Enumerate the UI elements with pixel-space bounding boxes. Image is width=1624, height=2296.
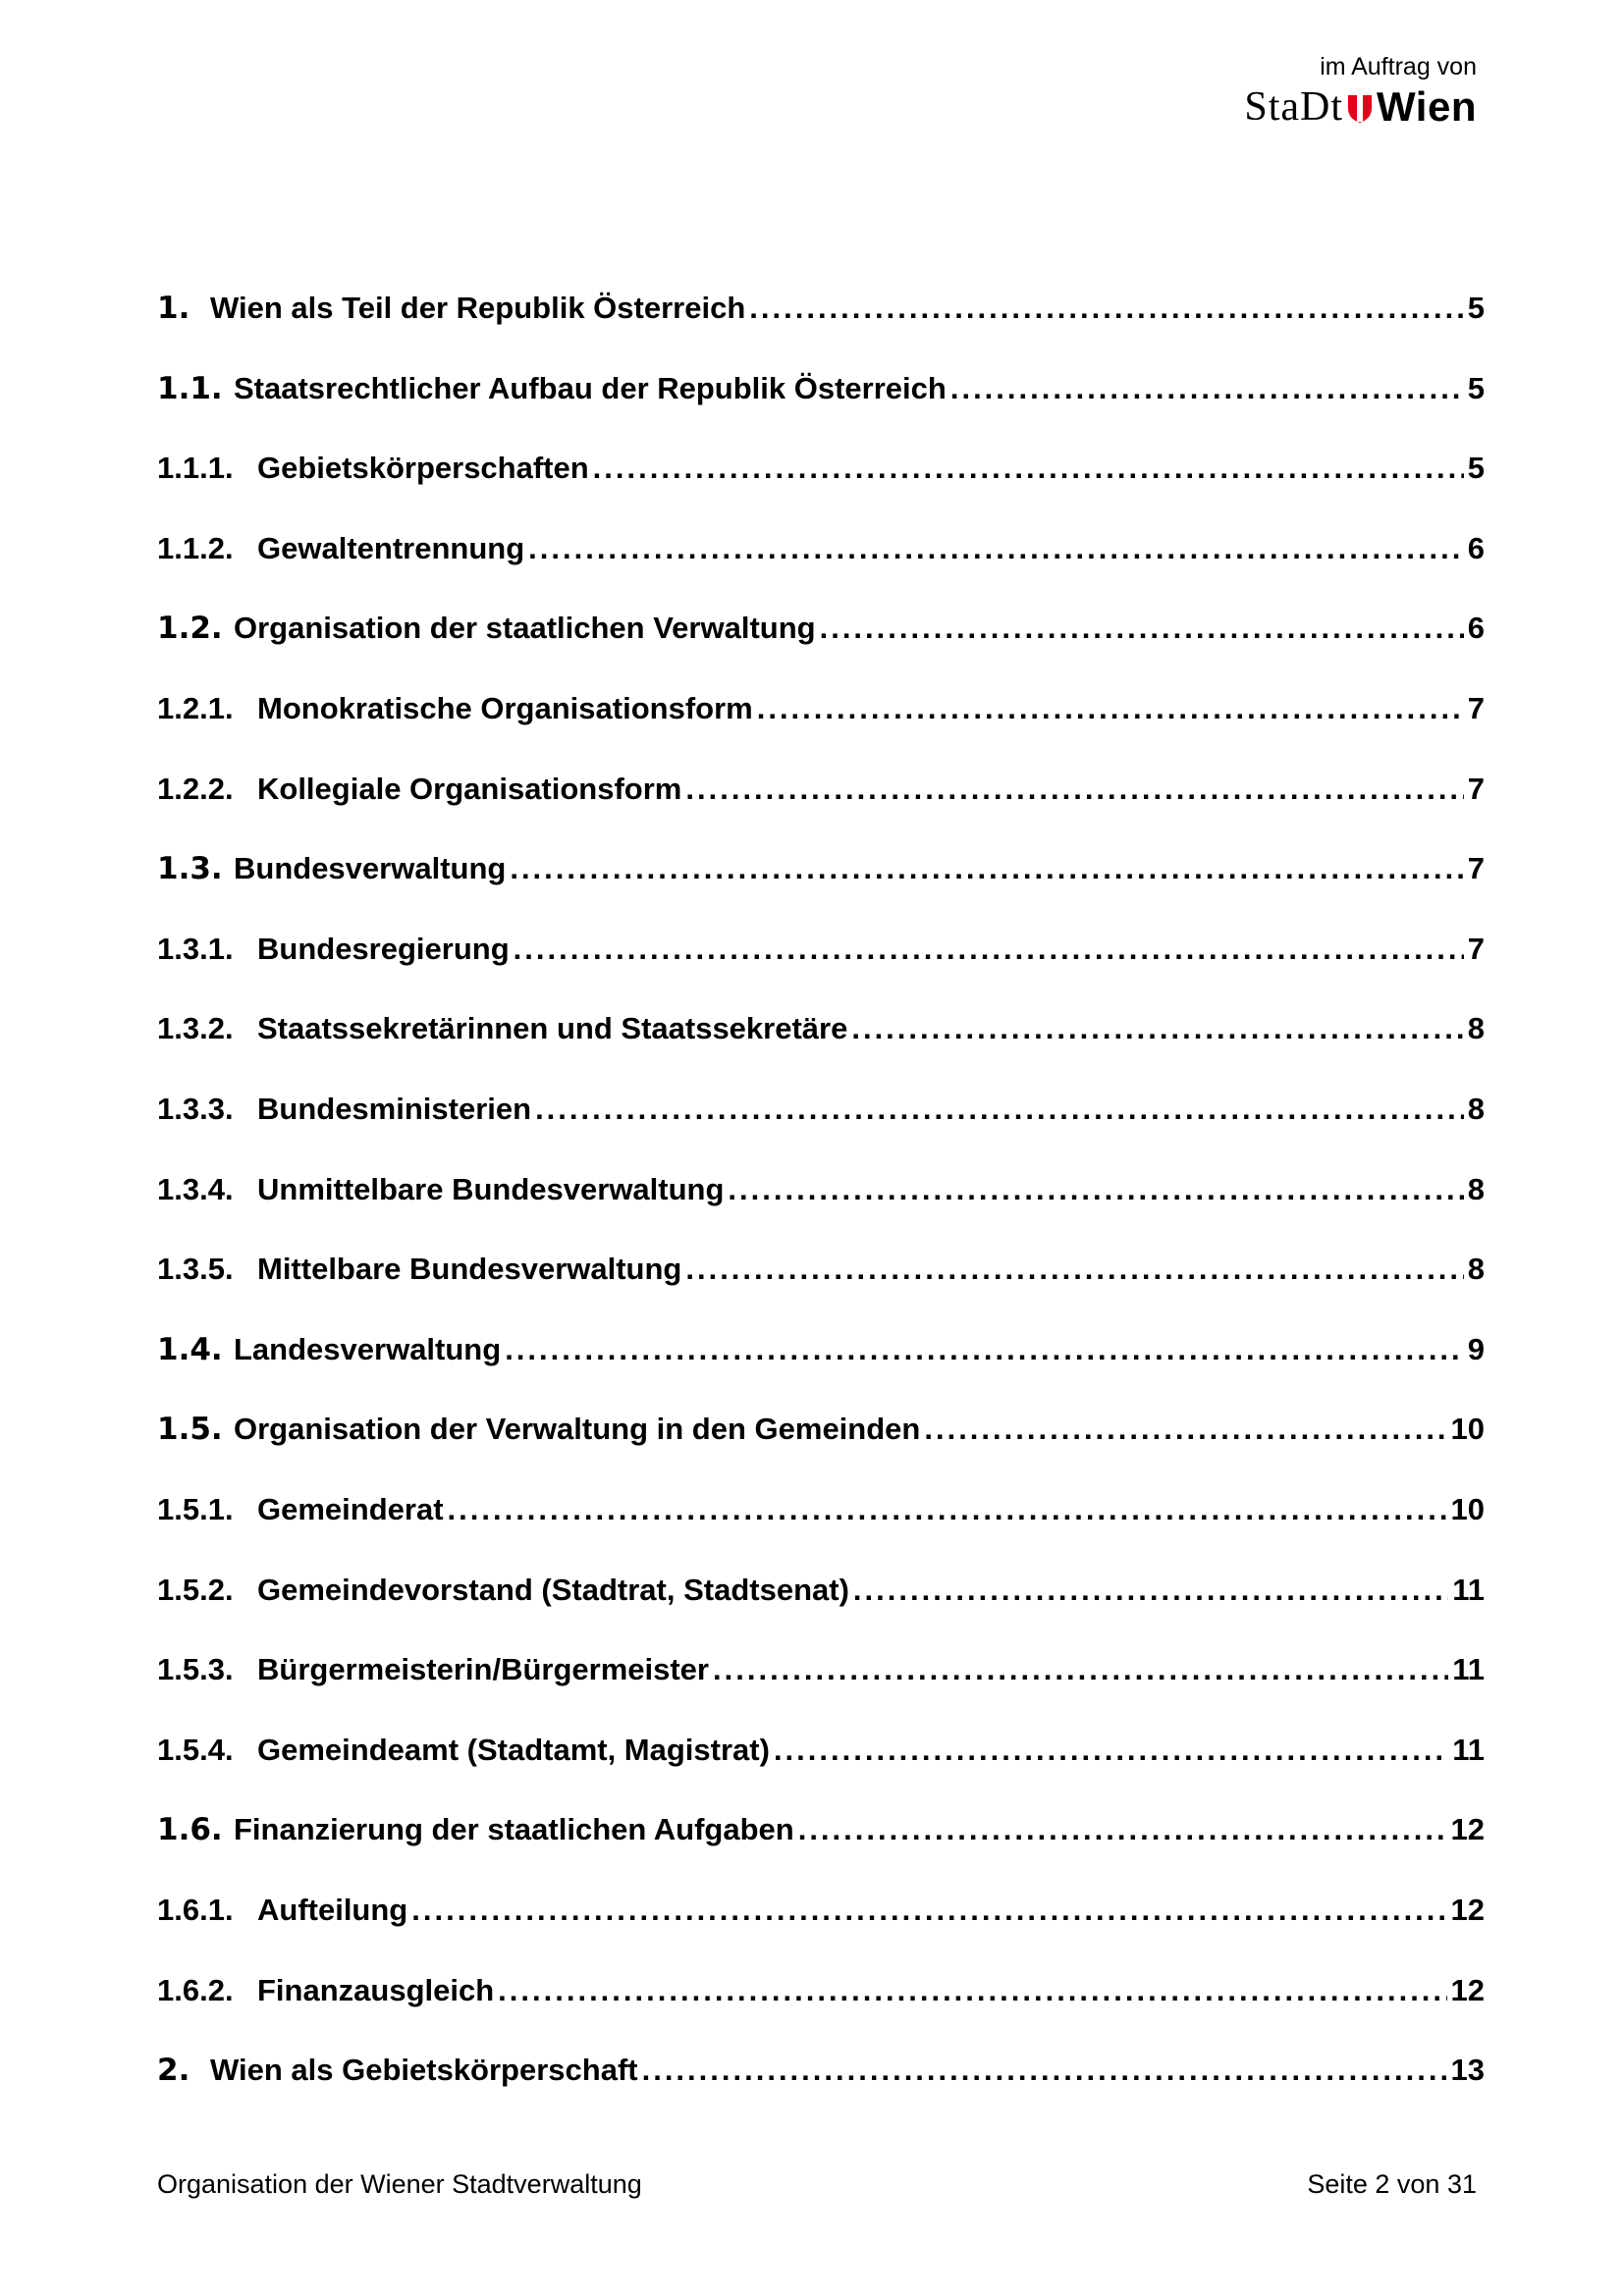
toc-dot-leader: [411, 1893, 1446, 1928]
toc-dot-leader: [853, 1573, 1448, 1608]
toc-dot-leader: [505, 1332, 1464, 1367]
toc-dot-leader: [713, 1652, 1448, 1687]
toc-entry-number: 1.5.3.: [157, 1652, 234, 1687]
logo-text-wien: Wien: [1377, 83, 1477, 130]
toc-entry[interactable]: [157, 611, 1485, 658]
toc-entry-number: 1.3.1.: [157, 931, 234, 966]
toc-entry[interactable]: [157, 1172, 1485, 1219]
toc-dot-leader: [535, 1092, 1464, 1127]
toc-entry[interactable]: [157, 1412, 1485, 1459]
toc-entry-page: 6: [1467, 611, 1485, 646]
toc-entry[interactable]: [157, 932, 1485, 979]
toc-entry-number: 1.6.: [157, 1812, 223, 1848]
toc-entry-title: Aufteilung: [257, 1893, 408, 1927]
toc-entry-title: Staatssekretärinnen und Staatssekretäre: [257, 1011, 848, 1046]
toc-entry-page: 8: [1467, 1252, 1485, 1287]
toc-entry-number: 1.1.: [157, 370, 223, 406]
toc-entry-number: 1.6.1.: [157, 1893, 234, 1927]
toc-entry-number: 1.4.: [157, 1331, 223, 1367]
toc-entry[interactable]: [157, 772, 1485, 819]
toc-entry-number: 2.: [157, 2053, 190, 2089]
toc-entry-number: 1.5.2.: [157, 1572, 234, 1607]
toc-entry-page: 5: [1467, 291, 1485, 325]
toc-entry[interactable]: [157, 371, 1485, 418]
toc-entry-title: Landesverwaltung: [234, 1331, 502, 1366]
toc-entry-number: 1.5.: [157, 1412, 223, 1448]
toc-entry-title: Organisation der Verwaltung in den Gemeinden: [234, 1412, 921, 1447]
toc-dot-leader: [642, 2053, 1447, 2088]
toc-entry-page: 12: [1450, 1893, 1485, 1927]
toc-entry-title: Gemeindevorstand (Stadtrat, Stadtsenat): [257, 1572, 849, 1607]
toc-entry[interactable]: [157, 1092, 1485, 1139]
toc-entry[interactable]: [157, 851, 1485, 898]
toc-dot-leader: [685, 772, 1463, 807]
toc-entry-title: Organisation der staatlichen Verwaltung: [234, 611, 816, 646]
toc-entry-page: 8: [1467, 1011, 1485, 1046]
toc-entry-page: 6: [1467, 530, 1485, 565]
toc-entry-number: 1.3.4.: [157, 1171, 234, 1206]
toc-entry-page: 5: [1467, 451, 1485, 486]
toc-entry-title: Gemeinderat: [257, 1492, 444, 1526]
toc-entry-page: 11: [1452, 1732, 1485, 1767]
toc-dot-leader: [851, 1011, 1463, 1046]
toc-entry[interactable]: [157, 291, 1485, 338]
toc-entry-page: 12: [1450, 1812, 1485, 1847]
toc-entry[interactable]: [157, 1652, 1485, 1699]
toc-entry[interactable]: [157, 691, 1485, 738]
toc-dot-leader: [528, 531, 1464, 566]
toc-entry-title: Finanzausgleich: [257, 1972, 495, 2007]
toc-dot-leader: [448, 1492, 1447, 1527]
toc-entry[interactable]: [157, 1573, 1485, 1620]
toc-entry-title: Bürgermeisterin/Bürgermeister: [257, 1652, 709, 1687]
toc-entry-page: 11: [1452, 1572, 1485, 1607]
toc-entry-number: 1.5.4.: [157, 1732, 234, 1767]
toc-dot-leader: [510, 851, 1463, 886]
toc-entry-page: 5: [1467, 370, 1485, 405]
toc-dot-leader: [685, 1252, 1463, 1287]
toc-entry-page: 13: [1450, 2053, 1485, 2088]
toc-dot-leader: [820, 611, 1464, 646]
toc-entry-number: 1.3.5.: [157, 1252, 234, 1287]
toc-entry-number: 1.6.2.: [157, 1972, 234, 2007]
toc-entry-title: Gebietskörperschaften: [257, 451, 589, 486]
toc-entry-number: 1.1.2.: [157, 530, 234, 565]
toc-entry-number: 1.2.1.: [157, 691, 234, 725]
toc-dot-leader: [950, 371, 1464, 406]
toc-entry[interactable]: [157, 451, 1485, 498]
toc-dot-leader: [757, 691, 1464, 726]
toc-entry-page: 7: [1467, 851, 1485, 886]
toc-entry-page: 7: [1467, 691, 1485, 725]
toc-dot-leader: [924, 1412, 1446, 1447]
logo-text-stadt: StaDt: [1244, 84, 1344, 130]
toc-entry-title: Bundesregierung: [257, 931, 510, 966]
toc-dot-leader: [749, 291, 1463, 326]
toc-entry[interactable]: [157, 1812, 1485, 1859]
toc-entry-title: Gewaltentrennung: [257, 530, 525, 565]
toc-entry-number: 1.: [157, 291, 190, 326]
footer-document-title: Organisation der Wiener Stadtverwaltung: [157, 2169, 642, 2199]
toc-entry-page: 11: [1452, 1652, 1485, 1687]
toc-entry-title: Monokratische Organisationsform: [257, 691, 753, 725]
toc-entry-title: Wien als Gebietskörperschaft: [210, 2053, 638, 2088]
toc-entry-title: Staatsrechtlicher Aufbau der Republik Österreich: [234, 370, 947, 405]
toc-entry[interactable]: [157, 1893, 1485, 1940]
toc-entry-page: 12: [1450, 1972, 1485, 2007]
stadt-wien-logo: [1244, 83, 1477, 130]
toc-entry-title: Bundesministerien: [257, 1092, 532, 1126]
toc-dot-leader: [774, 1733, 1448, 1768]
toc-entry-page: 8: [1467, 1171, 1485, 1206]
toc-entry-page: 10: [1450, 1412, 1485, 1447]
toc-entry-number: 1.3.3.: [157, 1092, 234, 1126]
toc-entry-number: 1.3.: [157, 851, 223, 887]
vienna-coat-of-arms-icon: [1347, 94, 1373, 124]
toc-entry-number: 1.3.2.: [157, 1011, 234, 1046]
toc-dot-leader: [498, 1973, 1446, 2008]
toc-entry-title: Finanzierung der staatlichen Aufgaben: [234, 1812, 794, 1847]
toc-dot-leader: [514, 932, 1464, 967]
toc-entry-page: 7: [1467, 931, 1485, 966]
toc-entry[interactable]: [157, 1011, 1485, 1058]
toc-entry[interactable]: [157, 2053, 1485, 2100]
toc-entry-number: 1.5.1.: [157, 1492, 234, 1526]
footer-page-info: Seite 2 von 31: [1307, 2169, 1477, 2199]
header-note: im Auftrag von: [1320, 53, 1477, 80]
toc-entry[interactable]: [157, 1973, 1485, 2020]
toc-entry[interactable]: [157, 1332, 1485, 1379]
toc-entry-title: Gemeindeamt (Stadtamt, Magistrat): [257, 1732, 770, 1767]
toc-entry-title: Kollegiale Organisationsform: [257, 771, 682, 806]
toc-entry[interactable]: [157, 1733, 1485, 1780]
toc-entry-page: 8: [1467, 1092, 1485, 1126]
toc-dot-leader: [798, 1812, 1447, 1847]
toc-entry-number: 1.1.1.: [157, 451, 234, 486]
toc-entry-number: 1.2.2.: [157, 771, 234, 806]
toc-entry[interactable]: [157, 1492, 1485, 1539]
toc-entry[interactable]: [157, 531, 1485, 578]
toc-entry-page: 9: [1467, 1331, 1485, 1366]
toc-entry-title: Unmittelbare Bundesverwaltung: [257, 1171, 725, 1206]
toc-entry-page: 7: [1467, 771, 1485, 806]
toc-dot-leader: [728, 1172, 1463, 1207]
toc-entry[interactable]: [157, 1252, 1485, 1299]
toc-entry-number: 1.2.: [157, 611, 223, 647]
toc-entry-title: Bundesverwaltung: [234, 851, 507, 886]
toc-entry-page: 10: [1450, 1492, 1485, 1526]
toc-entry-title: Mittelbare Bundesverwaltung: [257, 1252, 682, 1287]
toc-dot-leader: [593, 451, 1464, 486]
toc-entry-title: Wien als Teil der Republik Österreich: [210, 291, 746, 325]
